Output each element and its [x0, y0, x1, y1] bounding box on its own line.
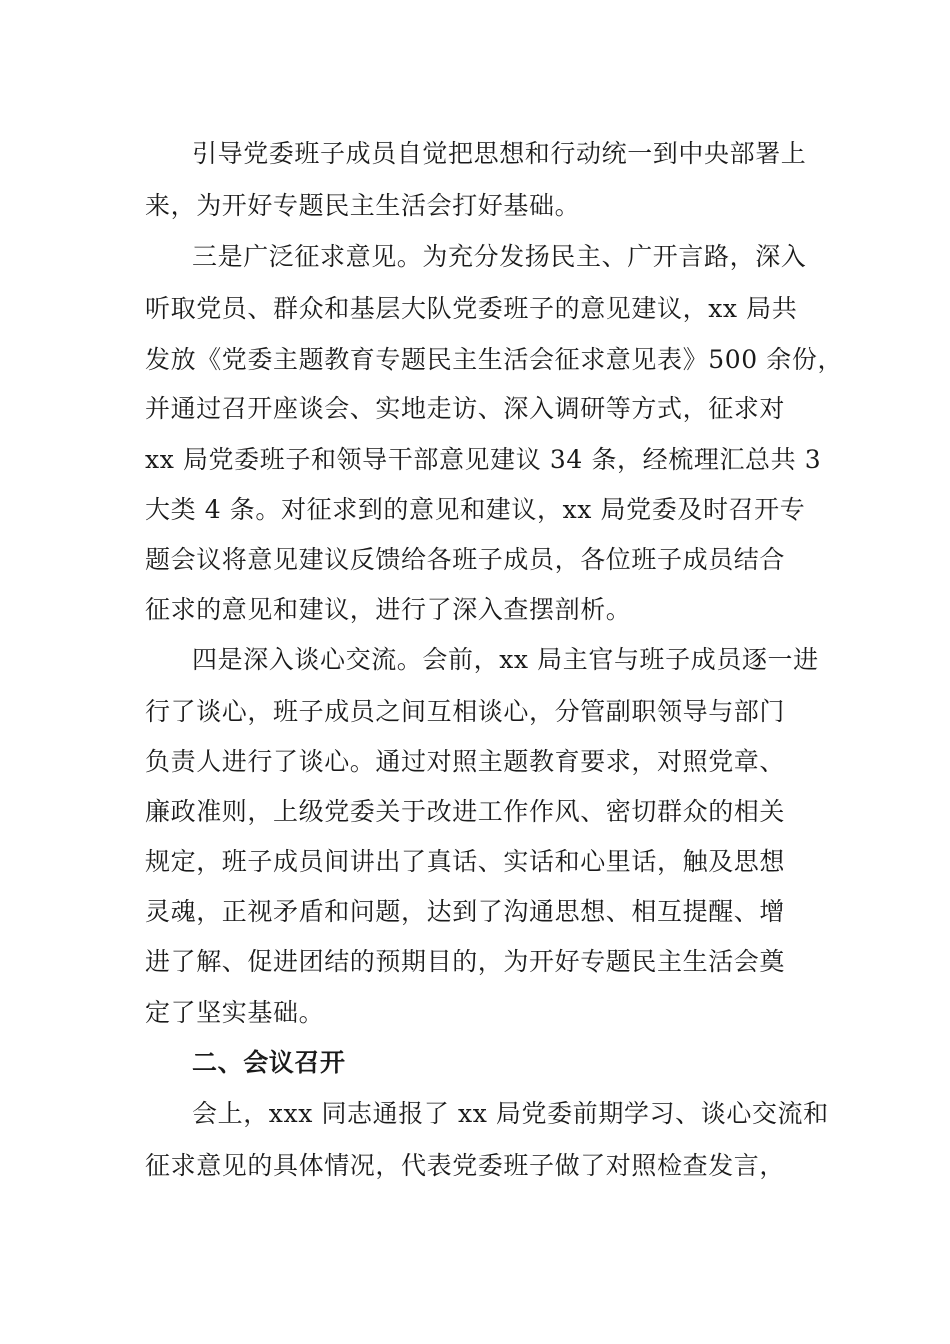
paragraph-3-line-6: 灵魂，正视矛盾和问题，达到了沟通思想、相互提醒、增 [145, 897, 786, 926]
paragraph-1-line-2: 来，为开好专题民主生活会打好基础。 [145, 191, 581, 220]
section-heading: 二、会议召开 [192, 1048, 346, 1077]
paragraph-2-line-7: 题会议将意见建议反馈给各班子成员，各位班子成员结合 [145, 545, 786, 574]
paragraph-2-line-5: xx 局党委班子和领导干部意见建议 34 条，经梳理汇总共 3 [145, 445, 822, 474]
closing-paragraph-line-2: 征求意见的具体情况，代表党委班子做了对照检查发言， [145, 1151, 786, 1180]
paragraph-2-line-3: 发放《党委主题教育专题民主生活会征求意见表》500 余份， [145, 345, 844, 374]
paragraph-3-line-8: 定了坚实基础。 [145, 998, 325, 1027]
paragraph-3-line-1: 四是深入谈心交流。会前，xx 局主官与班子成员逐一进 [192, 645, 819, 674]
closing-paragraph-line-1: 会上，xxx 同志通报了 xx 局党委前期学习、谈心交流和 [192, 1099, 829, 1128]
paragraph-2-line-1: 三是广泛征求意见。为充分发扬民主、广开言路，深入 [192, 242, 807, 271]
paragraph-2-line-6: 大类 4 条。对征求到的意见和建议，xx 局党委及时召开专 [145, 495, 806, 524]
paragraph-3-line-7: 进了解、促进团结的预期目的，为开好专题民主生活会奠 [145, 947, 786, 976]
paragraph-3-line-5: 规定，班子成员间讲出了真话、实话和心里话，触及思想 [145, 847, 786, 876]
paragraph-1-line-1: 引导党委班子成员自觉把思想和行动统一到中央部署上 [192, 139, 807, 168]
paragraph-2-line-8: 征求的意见和建议，进行了深入查摆剖析。 [145, 595, 632, 624]
paragraph-3-line-3: 负责人进行了谈心。通过对照主题教育要求，对照党章、 [145, 747, 786, 776]
paragraph-2-line-2: 听取党员、群众和基层大队党委班子的意见建议，xx 局共 [145, 294, 798, 323]
paragraph-3-line-4: 廉政准则，上级党委关于改进工作作风、密切群众的相关 [145, 797, 786, 826]
paragraph-2-line-4: 并通过召开座谈会、实地走访、深入调研等方式，征求对 [145, 394, 786, 423]
paragraph-3-line-2: 行了谈心，班子成员之间互相谈心，分管副职领导与部门 [145, 697, 786, 726]
